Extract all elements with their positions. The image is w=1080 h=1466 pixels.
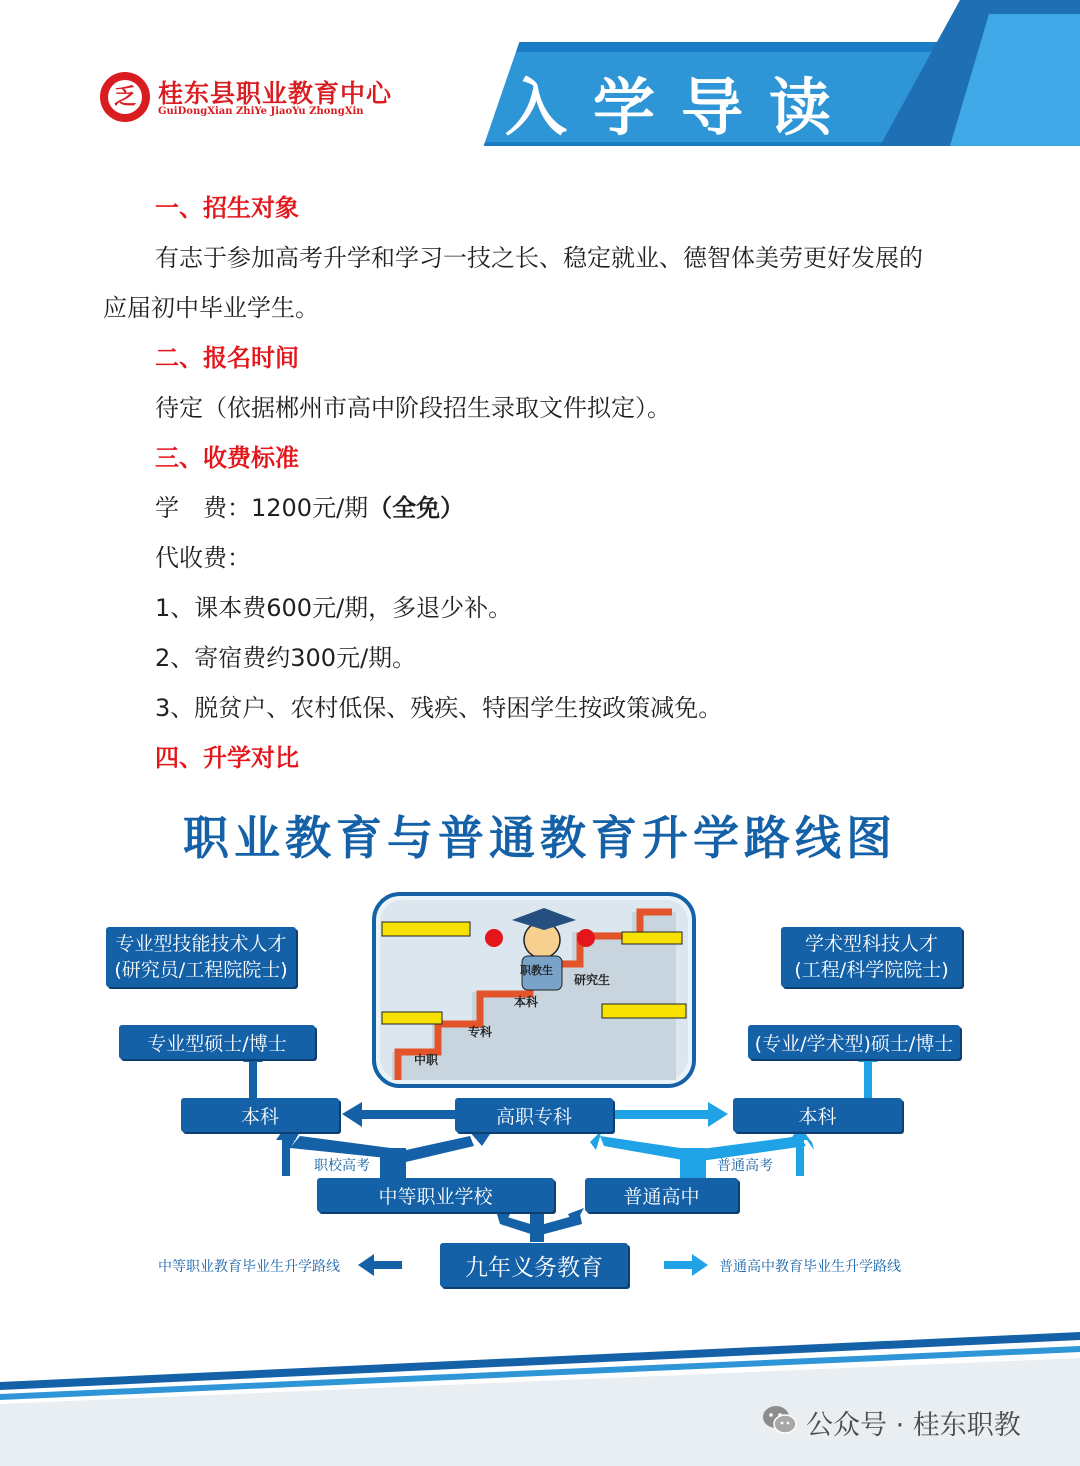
school-name-en: GuiDongXian ZhiYe JiaoYu ZhongXin [158, 106, 364, 117]
fee-item-2: 2、寄宿费约300元/期。 [155, 644, 417, 672]
arrow-compulsory-split [494, 1208, 584, 1242]
box-right-bachelor: 本科 [733, 1098, 902, 1132]
tuition-free: （全免） [368, 494, 465, 522]
cartoon-label-zhijiaosheng: 职教生 [520, 964, 553, 977]
tuition-label: 学 费：1200元/期 [155, 494, 369, 522]
section-title-enrollment: 一、招生对象 [155, 194, 299, 222]
cartoon-label-zhuanke: 专科 [468, 1025, 493, 1039]
label-voc-exam: 职校高考 [314, 1158, 370, 1174]
section-title-registration: 二、报名时间 [155, 344, 299, 372]
cartoon-label-benke: 本科 [514, 995, 539, 1009]
arrow-gen-merge [590, 1130, 814, 1182]
left-top-line2: (研究员/工程院院士) [114, 959, 288, 981]
cartoon-label-yanjiusheng: 研究生 [574, 973, 611, 987]
student-glove-left [485, 929, 503, 947]
box-left-top-talent [106, 927, 296, 987]
box-right-master: (专业/学术型)硕士/博士 [748, 1025, 960, 1059]
arrow-left-up-2 [276, 1126, 296, 1176]
section-title-fees: 三、收费标准 [155, 444, 299, 472]
right-top-line1: 学术型科技人才 [804, 933, 938, 955]
legend-arrow-gen [664, 1254, 708, 1276]
arrow-right-up-2 [790, 1126, 810, 1176]
diagram-title: 职业教育与普通教育升学路线图 [183, 811, 897, 865]
page-title: 入学导读 [505, 71, 858, 144]
fee-item-1: 1、课本费600元/期，多退少补。 [155, 594, 513, 622]
right-top-line2: (工程/科学院院士) [794, 959, 949, 981]
footer-decoration [0, 1320, 1080, 1466]
enrollment-text-line1: 有志于参加高考升学和学习一技之长、稳定就业、德智体美劳更好发展的 [155, 244, 923, 272]
fee-item-3: 3、脱贫户、农村低保、残疾、特困学生按政策减免。 [155, 694, 723, 722]
footer-account: 公众号 · 桂东职教 [806, 1410, 1021, 1441]
box-voc-school: 中等职业学校 [317, 1178, 554, 1212]
label-gen-exam: 普通高考 [717, 1158, 773, 1174]
left-top-line1: 专业型技能技术人才 [115, 933, 287, 955]
box-right-top-talent [781, 927, 962, 987]
cartoon-label-zhongzhi: 中职 [414, 1053, 439, 1067]
arrow-college-to-left-bachelor [342, 1102, 455, 1127]
box-center-college: 高职专科 [455, 1098, 613, 1132]
arrow-college-to-right-bachelor [615, 1102, 728, 1127]
student-glove-right [577, 929, 595, 947]
box-gen-school: 普通高中 [585, 1178, 738, 1212]
other-fees-label: 代收费： [155, 544, 251, 572]
box-compulsory: 九年义务教育 [440, 1243, 628, 1287]
legend-gen-route: 普通高中教育毕业生升学路线 [719, 1259, 901, 1275]
cartoon-panel [372, 892, 696, 1088]
wechat-icon [760, 1400, 800, 1440]
section-title-comparison: 四、升学对比 [155, 744, 299, 772]
school-name-cn: 桂东县职业教育中心 [158, 79, 393, 108]
legend-arrow-voc [358, 1254, 402, 1276]
registration-text: 待定（依据郴州市高中阶段招生录取文件拟定）。 [155, 394, 671, 422]
enrollment-text-line2: 应届初中毕业学生。 [103, 294, 319, 322]
school-logo-mark: 乏 [113, 84, 136, 110]
box-left-master: 专业型硕士/博士 [119, 1025, 315, 1059]
tuition-line [155, 488, 464, 523]
box-left-bachelor: 本科 [181, 1098, 339, 1132]
legend-voc-route: 中等职业教育毕业生升学路线 [158, 1259, 340, 1275]
